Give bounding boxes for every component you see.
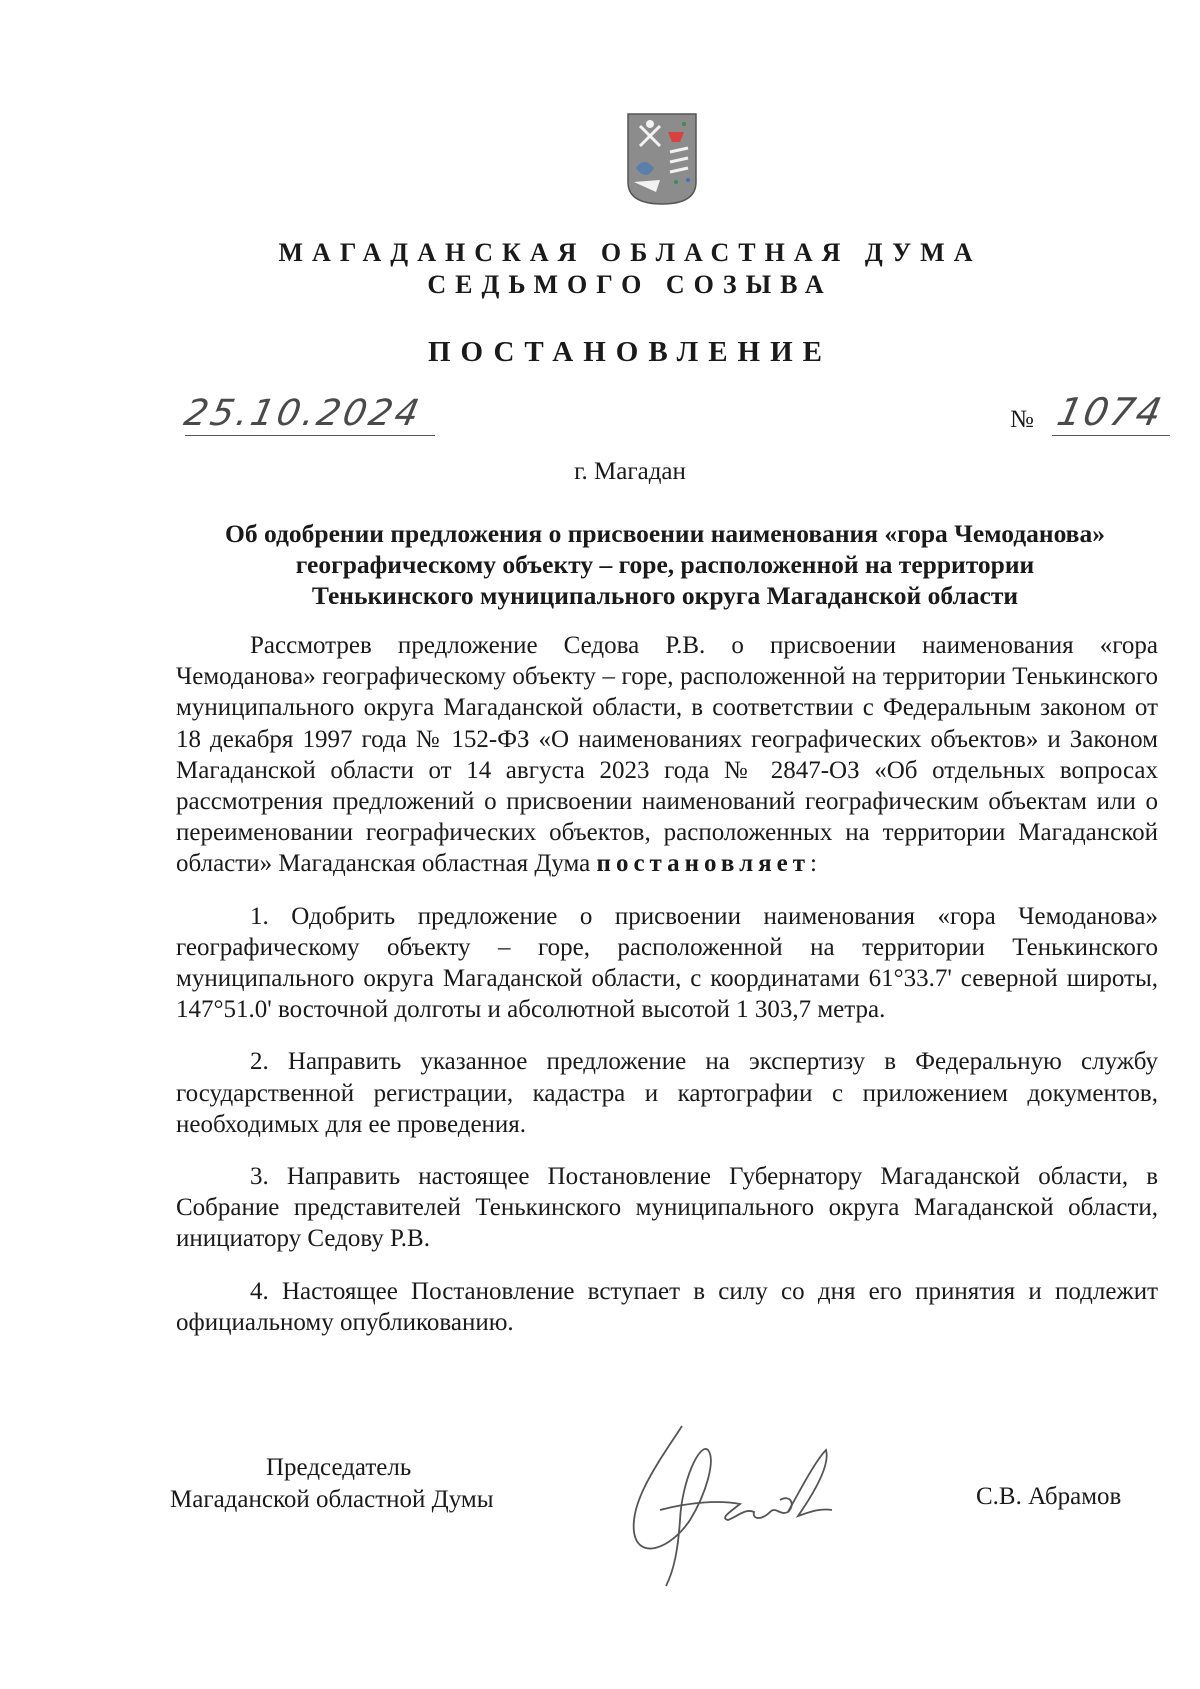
subject-line: географическому объекту – горе, расположенной на территории — [295, 550, 1035, 579]
document-body — [176, 630, 1158, 1359]
organization-name: МАГАДАНСКАЯ ОБЛАСТНАЯ ДУМА — [278, 238, 982, 267]
document-type: ПОСТАНОВЛЕНИЕ — [427, 336, 832, 368]
date-underline — [185, 435, 435, 436]
decree-item-4: 4. Настоящее Постановление вступает в силу со дня его принятия и подлежит официальному опубликованию. — [176, 1277, 1158, 1336]
date-field — [180, 393, 435, 442]
coat-of-arms-icon — [626, 112, 698, 206]
signatory-title-line: Магаданской областной Думы — [170, 1486, 494, 1513]
convocation: СЕДЬМОГО СОЗЫВА — [427, 270, 833, 299]
handwritten-number: 1074 — [1053, 390, 1168, 434]
number-sign: № — [1010, 406, 1034, 433]
subject-line: Тенькинского муниципального округа Магаданской области — [311, 581, 1019, 610]
decree-item-2: 2. Направить указанное предложение на экспертизу в Федеральную службу государственной регистрации, кадастра и картографии с приложением документов, необходимых для ее проведения. — [176, 1048, 1158, 1138]
handwritten-date: 25.10.2024 — [180, 393, 426, 434]
number-field — [1010, 390, 1170, 442]
subject-line: Об одобрении предложения о присвоении наименования «гора Чемоданова» — [225, 519, 1105, 548]
handwritten-signature — [620, 1420, 850, 1590]
document-subject — [170, 518, 1160, 611]
city: г. Магадан — [574, 458, 686, 485]
signatory-title — [170, 1452, 494, 1516]
decree-item-1: 1. Одобрить предложение о присвоении наименования «гора Чемоданова» географическому объекту – горе, расположенной на территории Тенькинского муниципального округа Магаданской области, с координатами 61°33.7' северной широты, 147°51.0' восточной долготы и абсолютной высотой 1 303,7 метра. — [176, 902, 1158, 1024]
decree-colon: : — [810, 850, 817, 878]
signatory-name: С.В. Абрамов — [976, 1483, 1122, 1510]
decree-item-3: 3. Направить настоящее Постановление Губернатору Магаданской области, в Собрание представителей Тенькинского муниципального округа Магаданской области, инициатору Седову Р.В. — [176, 1163, 1158, 1253]
signatory-title-line: Председатель — [266, 1454, 412, 1481]
number-underline — [1052, 435, 1170, 436]
preamble-text: Рассмотрев предложение Седова Р.В. о присвоении наименования «гора Чемоданова» географическому объекту – горе, расположенной на территории Тенькинского муниципального округа Магаданской области, в соответствии с Федеральным законом от 18 декабря 1997 года № 152-ФЗ «О наименованиях географических объектов» и Законом Магаданской области от 14 августа 2023 года № 2847-ОЗ «Об отдельных вопросах рассмотрения предложений о присвоении наименований географическим объектам или о переименовании географических объектов, расположенных на территории Магаданской области» Магаданская областная Дума — [176, 632, 1158, 878]
preamble-paragraph — [176, 630, 1158, 880]
decree-word: постановляет — [596, 850, 811, 878]
